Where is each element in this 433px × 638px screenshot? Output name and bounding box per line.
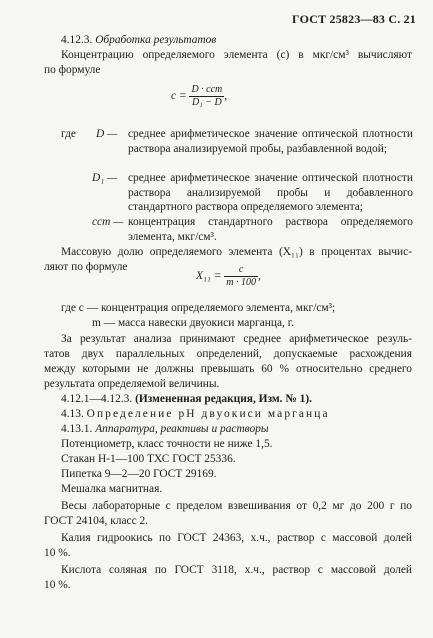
list-item: Мешалка магнитная. [61,483,163,495]
formula-denominator: m · 100 [226,277,257,288]
section-number: 4.12.3. [61,34,93,46]
paragraph-line: ляют по формуле [44,261,128,273]
paragraph-line: За результат анализа принимают среднее арифметическое резуль- [61,333,412,345]
def-text-cst: концентрация стандартного раствора определяемого элемента, мкг/см³. [128,216,413,243]
list-item: Весы лабораторные с пределом взвешивания от 0,2 мг до 200 г по [61,500,412,512]
formula-mass-fraction [196,264,261,289]
revision-note [61,392,312,407]
list-item: Стакан Н-1—100 ТХС ГОСТ 25336. [61,453,236,465]
list-item-continuation: ГОСТ 24104, класс 2. [44,515,149,527]
section-title: Аппаратура, реактивы и растворы [95,423,269,435]
list-item: Кислота соляная по ГОСТ 3118, х.ч., раствор с массовой долей [61,564,412,576]
paragraph-line: по формуле [44,64,101,76]
def-text-d: среднее арифметическое значение оптической плотности раствора анализируемой пробы, разбавленной водой; [128,128,413,155]
list-item-continuation: 10 %. [44,579,71,591]
formula-concentration [171,84,227,109]
revision-range: 4.12.1—4.12.3. [61,393,133,405]
def-line-c: где c — концентрация определяемого элемента, мкг/см³; [61,302,336,314]
paragraph-line: татов двух параллельных определений, допускаемые расхождения [44,348,412,360]
formula-lhs: X₁₁ = [196,270,222,283]
def-line-m: m — масса навески двуокиси марганца, г. [92,317,294,329]
formula-fraction [224,264,258,289]
def-term-cst: cст — [92,216,124,228]
section-number: 4.13. [61,408,84,420]
paragraph-line: Концентрацию определяемого элемента (c) в мкг/см³ вычисляют [61,49,412,61]
formula-numerator: c [224,264,258,277]
formula-tail: , [224,90,228,103]
paragraph-line: между которыми не должны превышать 60 % относительно среднего [44,363,412,375]
def-term-d: D — [96,128,118,140]
paragraph-line: Массовую долю определяемого элемента (X₁₁) в процентах вычис- [61,246,412,258]
list-item: Калия гидроокись по ГОСТ 24363, х.ч., раствор с массовой долей [61,532,412,544]
page-header: ГОСТ 25823—83 С. 21 [292,12,416,26]
where-word: где [61,128,76,140]
def-term-d1: D₁ — [92,172,118,184]
section-4-13-1-heading [61,422,269,437]
section-4-13-heading [61,407,330,422]
section-4-12-3-heading [61,33,216,48]
def-text-d1: среднее арифметическое значение оптической плотности раствора анализируемой пробы и добавленного стандартного раствора определяемого элемента; [128,172,413,214]
section-title: Обработка результатов [95,34,217,46]
list-item-continuation: 10 %. [44,547,71,559]
formula-fraction [189,84,224,109]
revision-label: (Измененная редакция, Изм. № 1). [135,393,313,405]
formula-tail: , [258,270,261,283]
list-item: Пипетка 9—2—20 ГОСТ 29169. [61,468,217,480]
section-number: 4.13.1. [61,423,93,435]
formula-numerator: D · cст [191,84,223,95]
formula-denominator: D₁ − D [192,97,222,108]
paragraph-line: результата определяемой величины. [44,378,220,390]
formula-lhs: c = [171,90,187,103]
section-title: Определение рН двуокиси марганца [86,408,330,420]
list-item: Потенциометр, класс точности не ниже 1,5. [61,438,273,450]
